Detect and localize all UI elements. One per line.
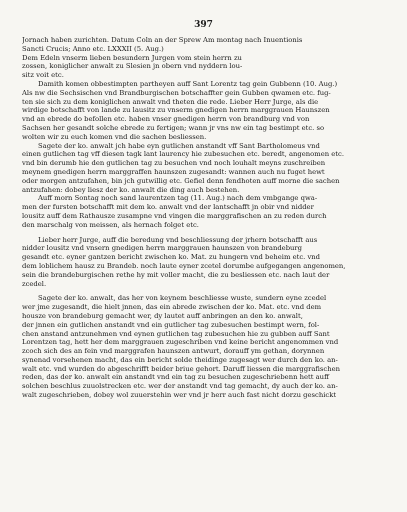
text-line: gesandt etc. eyner gantzen bericht zwischen ko. Mat. zu hungern vnd beheim etc. vnd [22, 253, 321, 262]
paragraph [22, 194, 384, 229]
text-line: Sachsen her gesandt solche ebrede zu fertigen; wann jr vns nw ein tag bestimpt etc. so [22, 123, 325, 132]
text-line: dem loblichem hausz zu Brandeb. noch laute eyner zcetel dorumbe aufgegangen angenomen, [22, 261, 346, 270]
paragraph [22, 142, 384, 195]
text-line: walt zugeschrieben, dobey wol zuuerstehin wer vnd jr herr auch fast nicht dorzu geschickt [22, 391, 337, 400]
text-line: den marschalg von meissen, als hernach folget etc. [22, 220, 199, 229]
text-line: wer jme zugesandt, die hielt jnnen, das ein abrede zwischen der ko. Mat. etc. vnd dem [22, 303, 322, 312]
text-line: Als nw die Sechsischen vnd Brandburgischen botschaffter gein Gubben qwamen etc. fug- [22, 88, 331, 97]
paragraph [22, 236, 384, 289]
text-line: nidder lousitz vnd vnsern gnedigen herrn marggrauen haunszen von brandeburg [22, 244, 303, 253]
text-line: meynem gnedigen herrn marggraffen haunszen zugesandt: wannen auch nu fuget hewt [22, 167, 325, 176]
paragraph [22, 294, 384, 400]
text-line: zossen, koniglicher anwalt zu Slesien jn obern vnd nyddern lou- [22, 62, 243, 71]
body-text [22, 36, 384, 400]
text-line: sein die brandeburgischen rethe hy mit voller macht, die zu besliessen etc. nach laut der [22, 270, 330, 279]
text-line: housze von brandeburg gemacht wer, dy lautet auff anbringen an den ko. anwalt, [22, 311, 303, 320]
text-line: Lieber herr Jurge, auff die beredung vnd beschliessung der jrhern botschafft aus [38, 235, 318, 244]
text-line: einen gutlichen tag vff diesen tagk lant laurency hie zubesuchen etc. beredt, angenomen etc. [22, 150, 344, 159]
text-line: der jnnen ein gutlichen anstandt vnd ein gutlicher tag zubesuchen bestimpt wern, fol- [22, 320, 320, 329]
text-line: zcoch sich des an fein vnd marggrafen haunszen antwurt, dorauff ym gethan, dorynnen [22, 347, 325, 356]
text-line: Damith komen obbestimpten partheyen auff Sant Lorentz tag gein Gubbenn (10. Aug.) [38, 79, 338, 88]
text-line: sitz voit etc. [22, 71, 64, 80]
text-line: oder morgen antzufahen, bin jch gutwillig etc. Gefiel denn fendhoten auff morne die sachen [22, 176, 340, 185]
text-line: reden, das der ko. anwalt ein anstandt vnd ein tag zu besuchen zugeschriebenn hett auff [22, 373, 329, 382]
text-line: wirdige botschafft von lande zu lausitz zu vnserm gnedigen herrn marggrauen Haunszen [22, 106, 330, 115]
text-line: Jornach haben zurichten. Datum Coln an der Sprew Am montag nach Inuentionis [22, 36, 303, 44]
page-number: 397 [194, 20, 213, 30]
text-line: Auff morn Sontag noch sand laurentzen tag (11. Aug.) nach dem vmbgange qwa- [38, 194, 318, 203]
text-line: Sagete der ko. anwalt, das her von keynem beschliesse wuste, sundern eyne zcedel [38, 294, 327, 303]
text-line: ten sie sich zu dem koniglichen anwalt vnd theten die rede. Lieber Herr Jurge, als die [22, 97, 319, 106]
text-line: Dem Edeln vnserm lieben besundern Jurgen vom stein herrn zu [22, 53, 242, 62]
text-line: synenad vorsehenen macht, das ein bericht solde theidinge zugesagt wer durch den ko. an- [22, 355, 338, 364]
text-line: wolten wir zu euch komen vnd die sachen besliessen. [22, 132, 207, 141]
text-line: Lorentzen tag, hett her dem marggrauen zugeschriben vnd keine bericht angenommen vnd [22, 338, 339, 347]
text-line: Sagete der ko. anwalt jch habe eyn gutlichen anstandt vff Sant Bartholomeus vnd [38, 141, 320, 150]
text-line: Sancti Crucis; Anno etc. LXXXII (5. Aug.) [22, 44, 164, 53]
text-line: vnd an ebrede do befollen etc. haben vnser gnedigen herrn von brandburg vnd von [22, 115, 310, 124]
text-line: zcedel. [22, 279, 47, 288]
text-line: antzufahen: dobey liesz der ko. anwalt die ding auch bestehen. [22, 185, 240, 194]
paragraph [22, 80, 384, 142]
text-line: vnd bin derumb hie den gutlichen tag zu besuchen vnd noch louhalt meyns zuschreiben [22, 159, 326, 168]
text-line: walt etc. vnd wurden do abgeschrifft beider briue gehort. Daruff liessen die marggrafischen [22, 364, 340, 373]
text-line: lousitz auff dem Rathausze zusampne vnd vingen die marggrafischen an zu reden durch [22, 211, 327, 220]
paragraph [22, 36, 384, 80]
text-line: solchen beschlus zuuolstrecken etc. wer der anstandt vnd tag gemacht, dy auch der ko. an- [22, 382, 338, 391]
text-line: men der fursten botschafft mit dem ko. anwalt vnd der lantschafft jn obir vnd nidder [22, 203, 314, 212]
text-line: chen anstand antzunehmen vnd eynen gutlichen tag zubesuchen hie zu gubben auff Sant [22, 329, 330, 338]
